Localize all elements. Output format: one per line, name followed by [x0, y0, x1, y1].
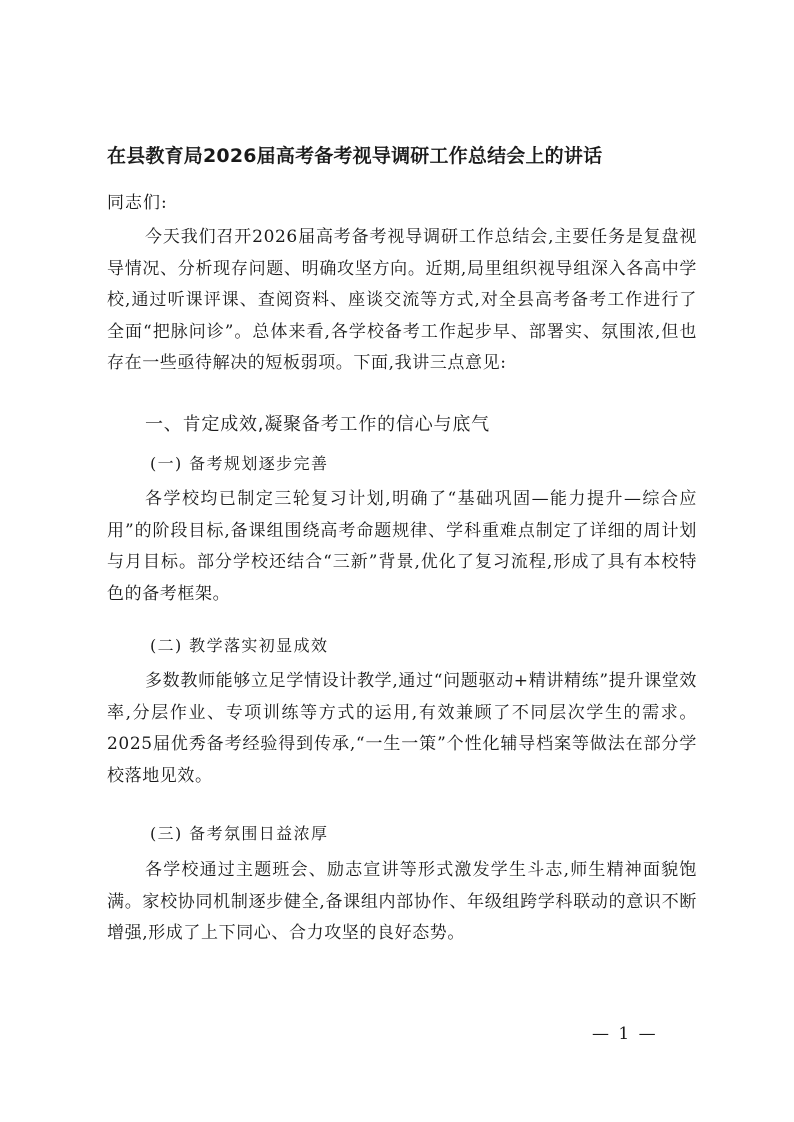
salutation: 同志们:: [107, 193, 168, 213]
subsection-paragraph: 各学校通过主题班会、励志宣讲等形式激发学生斗志,师生精神面貌饱满。家校协同机制逐步健全,备课组内部协作、年级组跨学科联动的意识不断增强,形成了上下同心、合力攻坚的良好态势。: [107, 860, 697, 944]
section-heading: 一、肯定成效,凝聚备考工作的信心与底气: [145, 414, 490, 435]
subsection-paragraph: 各学校均已制定三轮复习计划,明确了“基础巩固—能力提升—综合应用”的阶段目标,备课组围绕高考命题规律、学科重难点制定了详细的周计划与月目标。部分学校还结合“三新”背景,优化了复习流程,形成了具有本校特色的备考框架。: [107, 489, 697, 604]
subsection-heading: (三) 备考氛围日益浓厚: [150, 824, 329, 843]
subsection-paragraph: 多数教师能够立足学情设计教学,通过“问题驱动+精讲精练”提升课堂效率,分层作业、专项训练等方式的运用,有效兼顾了不同层次学生的需求。2025届优秀备考经验得到传承,“一生一策”个性化辅导档案等做法在部分学校落地见效。: [107, 671, 697, 786]
subsection-heading: (二) 教学落实初显成效: [150, 636, 329, 655]
page-number: — 1 —: [592, 1024, 658, 1044]
subsection-heading: (一) 备考规划逐步完善: [150, 454, 329, 473]
intro-paragraph: 今天我们召开2026届高考备考视导调研工作总结会,主要任务是复盘视导情况、分析现存问题、明确攻坚方向。近期,局里组织视导组深入各高中学校,通过听课评课、查阅资料、座谈交流等方式,对全县高考备考工作进行了全面“把脉问诊”。总体来看,各学校备考工作起步早、部署实、氛围浓,但也存在一些亟待解决的短板弱项。下面,我讲三点意见:: [107, 227, 697, 374]
page-title: 在县教育局2026届高考备考视导调研工作总结会上的讲话: [107, 145, 603, 167]
